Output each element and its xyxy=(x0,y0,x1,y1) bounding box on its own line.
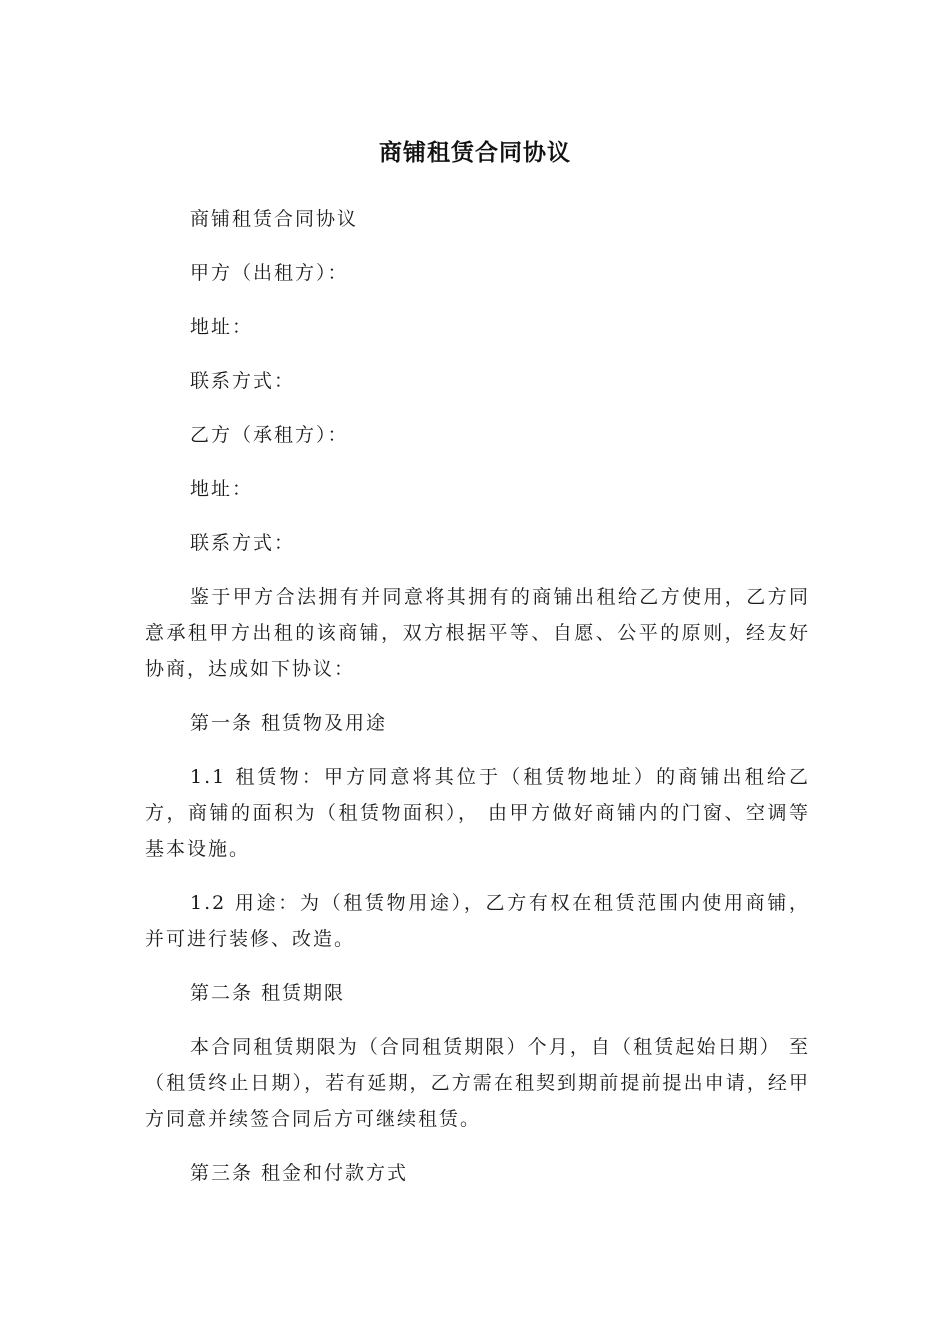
paragraph-preamble: 鉴于甲方合法拥有并同意将其拥有的商铺出租给乙方使用，乙方同意承租甲方出租的该商铺，双方根据平等、自愿、公平的原则，经友好协商，达成如下协议： xyxy=(145,586,810,680)
section-heading-3: 第三条 租金和付款方式 xyxy=(190,1162,409,1184)
document-body xyxy=(145,201,810,1209)
paragraph-party-a-contact: 联系方式： xyxy=(190,370,296,392)
clause-1-1: 1.1 租赁物：甲方同意将其位于（租赁物地址）的商铺出租给乙方，商铺的面积为（租赁物面积）， 由甲方做好商铺内的门窗、空调等基本设施。 xyxy=(145,766,810,860)
section-heading-1: 第一条 租赁物及用途 xyxy=(190,712,388,734)
section-heading-2: 第二条 租赁期限 xyxy=(190,982,346,1004)
clause-2-body: 本合同租赁期限为（合同租赁期限）个月，自（租赁起始日期） 至（租赁终止日期），若有延期，乙方需在租契到期前提前提出申请，经甲方同意并续签合同后方可继续租赁。 xyxy=(145,1036,810,1130)
paragraph-party-b-address: 地址： xyxy=(190,478,254,500)
clause-1-2: 1.2 用途：为（租赁物用途），乙方有权在租赁范围内使用商铺，并可进行装修、改造。 xyxy=(145,892,810,950)
document-title: 商铺租赁合同协议 xyxy=(379,140,571,166)
paragraph-heading: 商铺租赁合同协议 xyxy=(190,208,359,230)
paragraph-party-a: 甲方（出租方）： xyxy=(190,262,349,284)
paragraph-party-b: 乙方（承租方）： xyxy=(190,424,349,446)
paragraph-party-b-contact: 联系方式： xyxy=(190,532,296,554)
paragraph-party-a-address: 地址： xyxy=(190,316,254,338)
